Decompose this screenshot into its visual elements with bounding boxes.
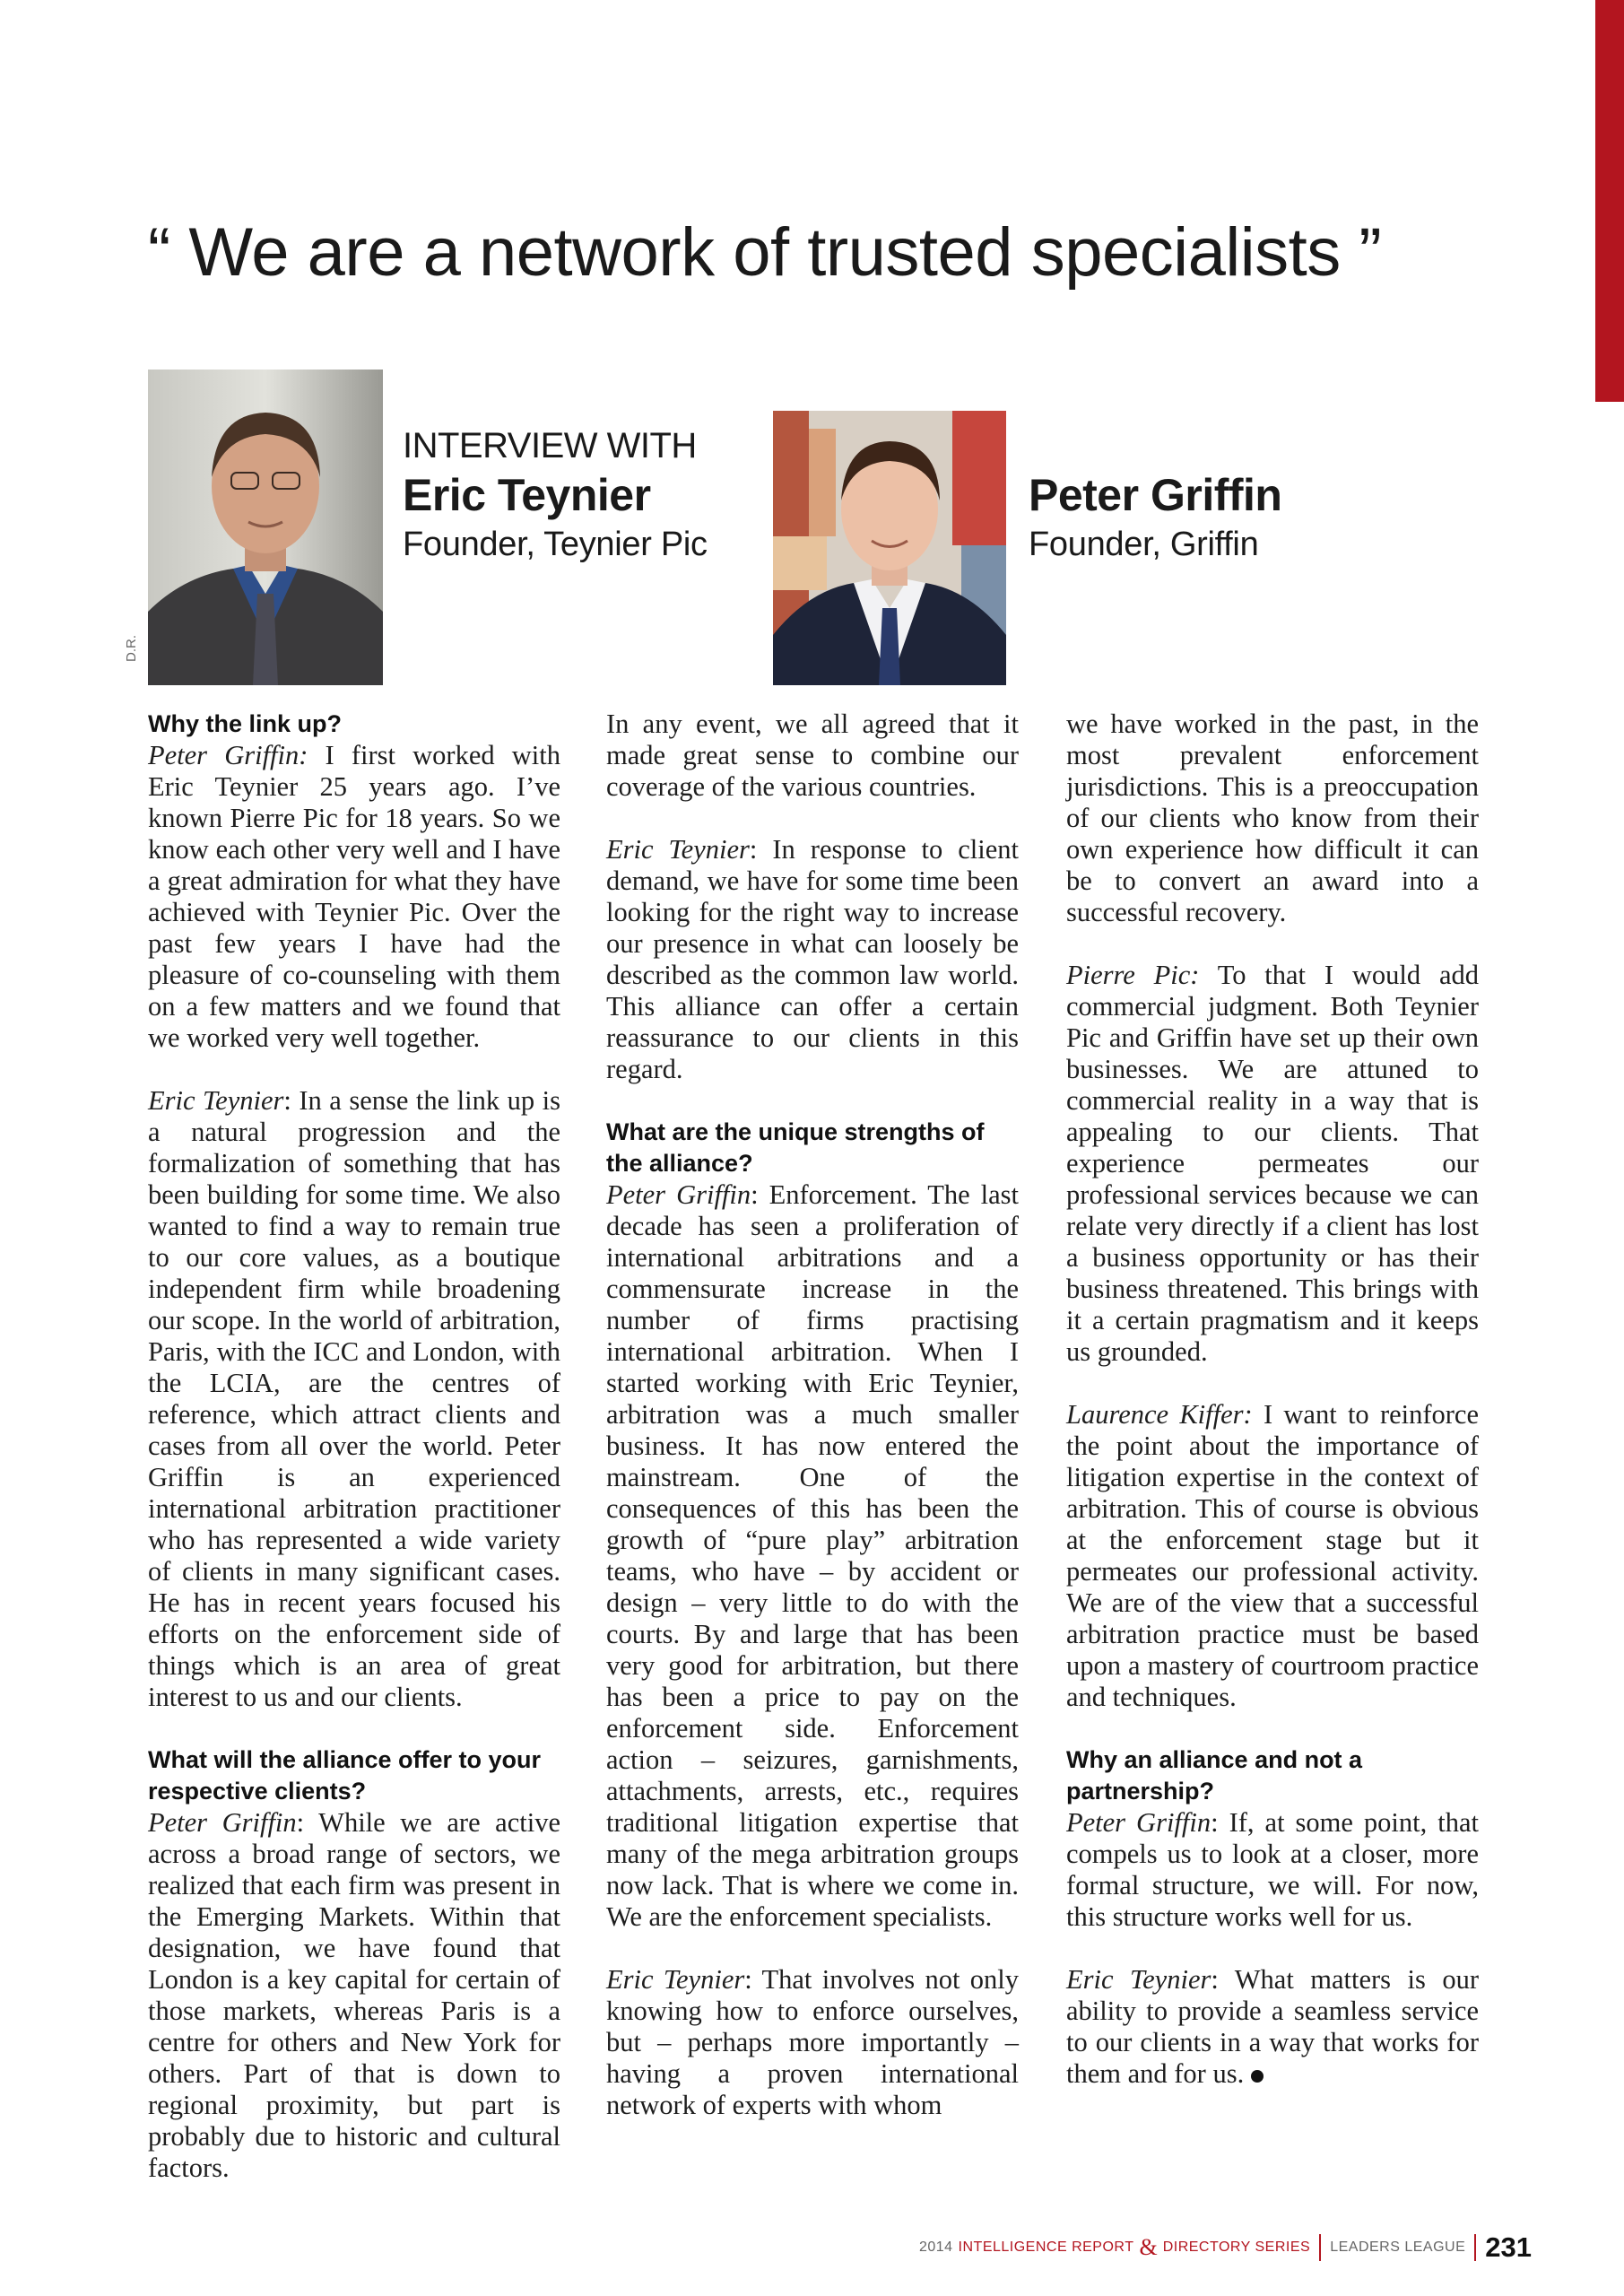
answer-paragraph: Peter Griffin: I first worked with Eric Teynier 25 years ago. I’ve known Pierre Pic for 18 years. So we know each other very well and I have a great admiration for what they have achieved with Teynier Pic. Over the past few years I have had the pleasure of co-counseling with them on a few matters and we found that we worked very well together. [148,740,561,1053]
answer-paragraph: Laurence Kiffer: I want to reinforce the point about the importance of litigation expertise in the context of arbitration. This of course is obvious at the enforcement stage but it permeates our professional activity. We are of the view that a successful arbitration practice must be based upon a mastery of courtroom practice and techniques. [1066,1399,1479,1712]
footer-divider [1319,2234,1321,2261]
page-title: “ We are a network of trusted specialists ” [148,214,1382,291]
speaker-label: Pierre Pic: [1066,960,1200,990]
article-column-2 [606,709,1019,2152]
footer-series-b: DIRECTORY SERIES [1162,2239,1311,2255]
speaker-label: Eric Teynier [606,1964,745,1995]
speaker-label: Peter Griffin: [148,740,308,770]
interviewee-role: Founder, Teynier Pic [403,526,708,563]
interviewee-block-1 [403,423,708,567]
photo-credit: D.R. [124,635,139,662]
question-heading: Why an alliance and not a partnership? [1066,1746,1363,1805]
speaker-label: Eric Teynier [606,834,750,865]
answer-paragraph: we have worked in the past, in the most prevalent enforcement jurisdictions. This is a preoccupation of our clients who know from their own experience how difficult it can be to convert an award into a successful recovery. [1066,709,1479,927]
page-footer [919,2231,1532,2264]
footer-ampersand: & [1139,2234,1158,2260]
answer-paragraph: Eric Teynier: That involves not only knowing how to enforce ourselves, but – perhaps more importantly – having a proven international network of experts with whom [606,1964,1019,2120]
answer-paragraph: Peter Griffin: Enforcement. The last decade has seen a proliferation of international arbitrations and a commensurate increase in the number of firms practising international arbitration. When I started working with Eric Teynier, arbitration was a much smaller business. It has now entered the mainstream. One of the consequences of this has been the growth of “pure play” arbitration teams, who have – by accident or design – very little to do with the courts. By and large that has been very good for arbitration, but there has been a price to pay on the enforcement side. Enforcement action – seizures, garnishments, attachments, arrests, etc., requires traditional litigation expertise that many of the mega arbitration groups now lack. That is where we come in. We are the enforcement specialists. [606,1179,1019,1932]
question-heading: What will the alliance offer to your respective clients? [148,1746,542,1805]
question-heading: What are the unique strengths of the alliance? [606,1118,985,1177]
answer-paragraph: Eric Teynier: In response to client demand, we have for some time been looking for the right way to increase our presence in what can loosely be described as the common law world. This alliance can offer a certain reassurance to our clients in this regard. [606,834,1019,1084]
answer-paragraph: In any event, we all agreed that it made great sense to combine our coverage of the various countries. [606,709,1019,802]
speaker-label: Peter Griffin [606,1179,751,1210]
speaker-label: Peter Griffin [148,1807,297,1838]
interviewee-name: Peter Griffin [1029,470,1282,520]
answer-paragraph: Peter Griffin: While we are active across a broad range of sectors, we realized that each firm was present in the Emerging Markets. Within that designation, we have found that London is a key capital for certain of those markets, whereas Paris is a centre for others and New York for others. Part of that is down to regional proximity, but part is probably due to historic and cultural factors. [148,1807,560,2183]
speaker-label: Laurence Kiffer: [1066,1399,1253,1430]
footer-brand: LEADERS LEAGUE [1330,2239,1466,2255]
article-column-1 [148,709,560,2215]
footer-year: 2014 [918,2239,953,2255]
portrait-eric-teynier [148,370,383,685]
red-edge-tab [1595,0,1624,402]
speaker-label: Eric Teynier [148,1085,284,1116]
interviewee-role: Founder, Griffin [1029,526,1259,563]
interviewee-block-2 [1029,468,1281,567]
portrait-peter-griffin [773,411,1006,685]
answer-paragraph: Peter Griffin: If, at some point, that compels us to look at a closer, more formal structure, we will. For now, this structure works well for us. [1066,1807,1479,1932]
footer-divider [1474,2234,1476,2261]
answer-paragraph: Pierre Pic: To that I would add commercial judgment. Both Teynier Pic and Griffin have set up their own businesses. We are attuned to commercial reality in a way that is appealing to our clients. That experience permeates our professional services because we can relate very directly if a client has lost a business opportunity or has their business threatened. This brings with it a certain pragmatism and it keeps us grounded. [1066,960,1479,1367]
answer-paragraph: Eric Teynier: In a sense the link up is a natural progression and the formalization of something that has been building for some time. We also wanted to find a way to remain true to our core values, as a boutique independent firm while broadening our scope. In the world of arbitration, Paris, with the ICC and London, with the LCIA, are the centres of reference, which attract clients and cases from all over the world. Peter Griffin is an experienced international arbitration practitioner who has represented a wide variety of clients in many significant cases. He has in recent years focused his efforts on the enforcement side of things which is an area of great interest to us and our clients. [148,1085,560,1712]
speaker-label: Peter Griffin [1066,1807,1211,1838]
question-heading: Why the link up? [148,710,342,737]
speaker-label: Eric Teynier [1066,1964,1211,1995]
article-column-3 [1066,709,1479,2121]
interview-label: INTERVIEW WITH [403,426,697,465]
interviewee-name: Eric Teynier [403,470,651,520]
end-of-article-bullet-icon [1251,2070,1264,2083]
page-number: 231 [1485,2231,1532,2263]
footer-series-a: INTELLIGENCE REPORT [958,2239,1134,2255]
answer-paragraph: Eric Teynier: What matters is our ability to provide a seamless service to our clients in a way that works for them and for us. [1066,1964,1479,2089]
